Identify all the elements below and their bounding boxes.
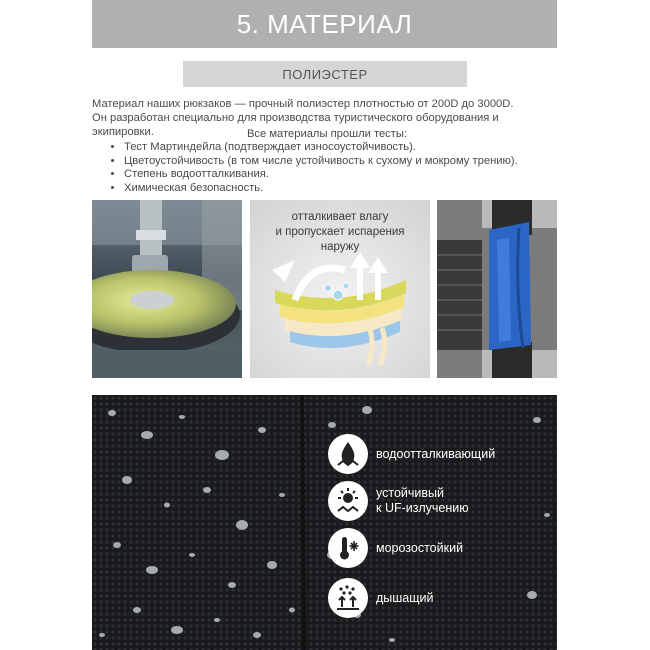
test-item: • Степень водоотталкивания. — [124, 168, 518, 182]
section-header — [183, 61, 467, 87]
breathing-icon — [328, 578, 368, 618]
feature-label-line: водоотталкивающий — [376, 446, 496, 461]
intro-line-1: Материал наших рюкзаков — прочный полиэстер плотностью от 200D до 3000D. — [92, 98, 514, 110]
feature-breathable — [328, 578, 434, 618]
feature-water-repellent — [328, 434, 495, 474]
test-item: • Цветоустойчивость (в том числе устойчивость к сухому и мокрому трению). — [124, 155, 518, 169]
layers-caption — [250, 210, 430, 255]
caption-line: наружу — [320, 241, 360, 253]
feature-label-line: морозостойкий — [376, 540, 464, 555]
sun-icon — [328, 481, 368, 521]
feature-label-line: дышащий — [376, 590, 434, 605]
caption-line: и пропускает испарения — [275, 226, 405, 238]
feature-label-line: к UF-излучению — [376, 501, 469, 515]
feature-label — [376, 541, 463, 556]
fabric-layers-illustration — [250, 200, 430, 378]
water-drop-icon — [328, 434, 368, 474]
feature-frost-resistant — [328, 528, 463, 568]
thermometer-snowflake-icon — [328, 528, 368, 568]
abrasion-test-photo — [92, 200, 242, 378]
page-header — [92, 0, 557, 48]
feature-label — [376, 447, 495, 462]
feature-label-line: устойчивый — [376, 486, 444, 500]
test-item: • Тест Мартиндейла (подтверждает износоустойчивость). — [124, 141, 518, 155]
page-title: 5. МАТЕРИАЛ — [236, 8, 413, 39]
intro-line-2: Он разработан специально для производства туристического оборудования и экипировки. — [92, 112, 499, 138]
feature-uv-resistant — [328, 481, 469, 521]
feature-label — [376, 591, 434, 606]
test-item: • Химическая безопасность. — [124, 182, 518, 196]
feature-label — [376, 486, 469, 516]
caption-line: отталкивает влагу — [291, 211, 389, 223]
tests-list — [110, 141, 518, 195]
tensile-test-photo — [437, 200, 557, 378]
tests-heading: Все материалы прошли тесты: — [246, 128, 408, 140]
section-title: ПОЛИЭСТЕР — [282, 66, 368, 82]
